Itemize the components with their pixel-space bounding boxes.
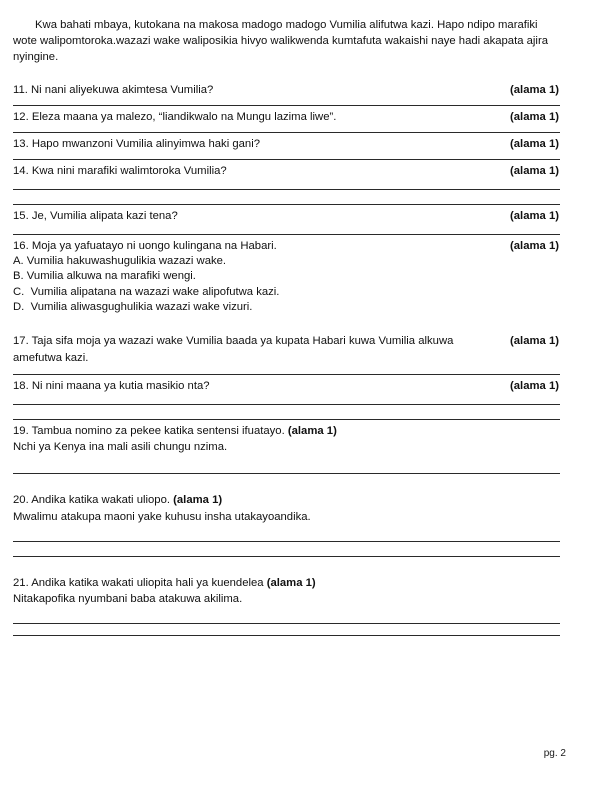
option-d[interactable]: D. Vumilia aliwasgughulikia wazazi wake vizuri. xyxy=(13,301,253,314)
question-text-20: 20. Andika katika wakati uliopo. xyxy=(13,494,170,507)
question-block-11 xyxy=(13,82,560,106)
question-block-20 xyxy=(13,492,560,556)
question-row-17 xyxy=(13,333,560,365)
question-marks-19: (alama 1) xyxy=(287,425,337,438)
question-row-14 xyxy=(13,163,560,179)
question-text-13: 13. Hapo mwanzoni Vumilia alinyimwa haki gani? xyxy=(13,138,260,151)
question-row-20 xyxy=(13,492,560,508)
question-text-17: 17. Taja sifa moja ya wazazi wake Vumilia baada ya kupata Habari kuwa Vumilia alkuwa amefutwa kazi. xyxy=(13,335,454,364)
question-marks-17: (alama 1) xyxy=(510,335,559,348)
question-marks-11: (alama 1) xyxy=(510,83,559,96)
question-block-15 xyxy=(13,208,560,234)
question-row-16 xyxy=(13,238,560,254)
question-row-18 xyxy=(13,378,560,394)
intro-paragraph: Kwa bahati mbaya, kutokana na makosa madogo madogo Vumilia alifutwa kazi. Hapo ndipo marafiki wote walipomtoroka.wazazi wake waliposikia hivyo walikwenda kumtafuta wakaishi naye hadi akapata ajira nyingine. xyxy=(13,19,548,64)
question-row-15 xyxy=(13,208,560,224)
question-16-options xyxy=(13,254,560,316)
question-text-21: 21. Andika katika wakati uliopita hali ya kuendelea xyxy=(13,576,264,589)
option-a[interactable]: A. Vumilia hakuwashugulikia wazazi wake. xyxy=(13,254,227,267)
question-row-13 xyxy=(13,136,560,152)
question-20-sentence: Mwalimu atakupa maoni yake kuhusu insha utakayoandika. xyxy=(13,510,311,523)
question-row-19 xyxy=(13,423,560,439)
question-block-19 xyxy=(13,423,560,474)
question-row-21 xyxy=(13,575,560,591)
question-19-sentence: Nchi ya Kenya ina mali asili chungu nzima. xyxy=(13,441,228,454)
question-block-21 xyxy=(13,575,560,636)
question-marks-21: (alama 1) xyxy=(266,576,316,589)
page-footer: pg. 2 xyxy=(543,748,566,759)
question-block-16 xyxy=(13,238,560,316)
question-marks-12: (alama 1) xyxy=(510,110,559,123)
question-text-18: 18. Ni nini maana ya kutia masikio nta? xyxy=(13,379,210,392)
question-marks-16: (alama 1) xyxy=(510,239,559,252)
answer-line[interactable] xyxy=(13,635,560,636)
question-text-19: 19. Tambua nomino za pekee katika sentensi ifuatayo. xyxy=(13,425,285,438)
question-marks-20: (alama 1) xyxy=(173,494,223,507)
question-21-sentence: Nitakapofika nyumbani baba atakuwa akilima. xyxy=(13,593,243,606)
question-block-18 xyxy=(13,378,560,420)
question-marks-13: (alama 1) xyxy=(510,138,559,151)
question-text-12: 12. Eleza maana ya malezo, “liandikwalo na Mungu lazima liwe”. xyxy=(13,110,337,123)
question-block-12 xyxy=(13,109,560,133)
question-block-14 xyxy=(13,163,560,205)
question-text-11: 11. Ni nani aliyekuwa akimtesa Vumilia? xyxy=(13,83,214,96)
option-c[interactable]: C. Vumilia alipatana na wazazi wake alipofutwa kazi. xyxy=(13,285,280,298)
question-row-12 xyxy=(13,109,560,125)
question-marks-14: (alama 1) xyxy=(510,165,559,178)
question-marks-18: (alama 1) xyxy=(510,379,559,392)
question-block-13 xyxy=(13,136,560,160)
question-row-11 xyxy=(13,82,560,98)
option-b[interactable]: B. Vumilia alkuwa na marafiki wengi. xyxy=(13,270,196,283)
question-text-14: 14. Kwa nini marafiki walimtoroka Vumilia? xyxy=(13,165,227,178)
question-text-15: 15. Je, Vumilia alipata kazi tena? xyxy=(13,210,178,223)
question-block-17 xyxy=(13,333,560,374)
question-marks-15: (alama 1) xyxy=(510,210,559,223)
question-text-16: 16. Moja ya yafuatayo ni uongo kulingana na Habari. xyxy=(13,239,277,252)
